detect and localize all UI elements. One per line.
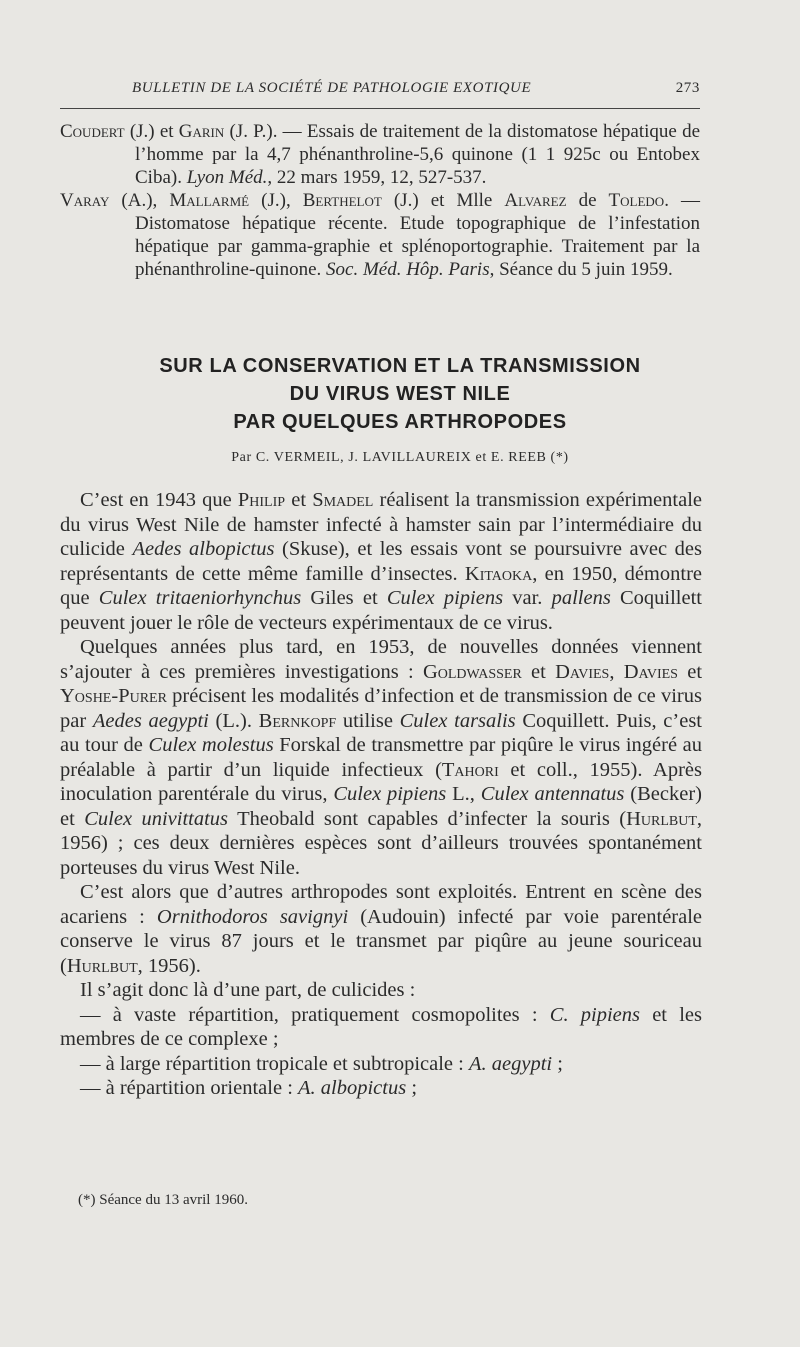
page-number: 273	[675, 80, 700, 96]
header-rule	[60, 108, 700, 109]
reference-varay: Varay (A.), Mallarmé (J.), Berthelot (J.) et Mlle Alvarez de Toledo. — Distomatose hépatique récente. Etude topographique de l’infestation hépatique par gamma-graphie et splénoportographie. Traitement par la phénanthroline-quinone. Soc. Méd. Hôp. Paris, Séance du 5 juin 1959.	[60, 190, 700, 280]
title-line-2: DU VIRUS WEST NILE	[289, 383, 511, 405]
article-body	[60, 488, 702, 1101]
title-line-1: SUR LA CONSERVATION ET LA TRANSMISSION	[159, 355, 641, 377]
list-item: — à répartition orientale : A. albopictus ;	[80, 1077, 418, 1099]
paragraph-4: Il s’agit donc là d’une part, de culicides :	[80, 979, 416, 1001]
paragraph-3: C’est alors que d’autres arthropodes sont exploités. Entrent en scène des acariens : Ornithodoros savignyi (Audouin) infecté par voie parentérale conserve le virus 87 jours et le transmet par piqûre au jeune souriceau (Hurlbut, 1956).	[60, 881, 703, 977]
byline: Par C. VERMEIL, J. LAVILLAUREIX et E. REEB (*)	[231, 450, 569, 465]
list-item: — à large répartition tropicale et subtropicale : A. aegypti ;	[80, 1052, 563, 1075]
article-title	[60, 352, 740, 436]
title-line-3: PAR QUELQUES ARTHROPODES	[233, 411, 567, 433]
reference-list	[60, 120, 700, 281]
running-header	[60, 80, 700, 104]
list-item: — à vaste répartition, pratiquement cosmopolites : C. pipiens et les membres de ce complexe ;	[60, 1003, 702, 1050]
paragraph-1: C’est en 1943 que Philip et Smadel réalisent la transmission expérimentale du virus West Nile de hamster infecté à hamster sain par l’intermédiaire du culicide Aedes albopictus (Skuse), et les essais vont se poursuivre avec des représentants de cette même famille d’insectes. Kitaoka, en 1950, démontre que Culex tritaeniorhynchus Giles et Culex pipiens var. pallens Coquillett peuvent jouer le rôle de vecteurs expérimentaux de ce virus.	[60, 489, 702, 634]
running-title: BULLETIN DE LA SOCIÉTÉ DE PATHOLOGIE EXOTIQUE	[132, 80, 532, 96]
paragraph-2: Quelques années plus tard, en 1953, de nouvelles données viennent s’ajouter à ces premières investigations : Goldwasser et Davies, Davies et Yoshe-Purer précisent les modalités d’infection et de transmission de ce virus par Aedes aegypti (L.). Bernkopf utilise Culex tarsalis Coquillett. Puis, c’est au tour de Culex molestus Forskal de transmettre par piqûre le virus ingéré au préalable à partir d’un liquide infectieux (Tahori et coll., 1955). Après inoculation parentérale du virus, Culex pipiens L., Culex antennatus (Becker) et Culex univittatus Theobald sont capables d’infecter la souris (Hurlbut, 1956) ; ces deux dernières espèces sont d’ailleurs trouvées spontanément porteuses du virus West Nile.	[60, 636, 703, 879]
footnote: (*) Séance du 13 avril 1960.	[78, 1192, 248, 1208]
reference-coudert: Coudert (J.) et Garin (J. P.). — Essais de traitement de la distomatose hépatique de l’homme par la 4,7 phénanthroline-5,6 quinone (1 1 925c ou Entobex Ciba). Lyon Méd., 22 mars 1959, 12, 527-537.	[60, 121, 701, 188]
